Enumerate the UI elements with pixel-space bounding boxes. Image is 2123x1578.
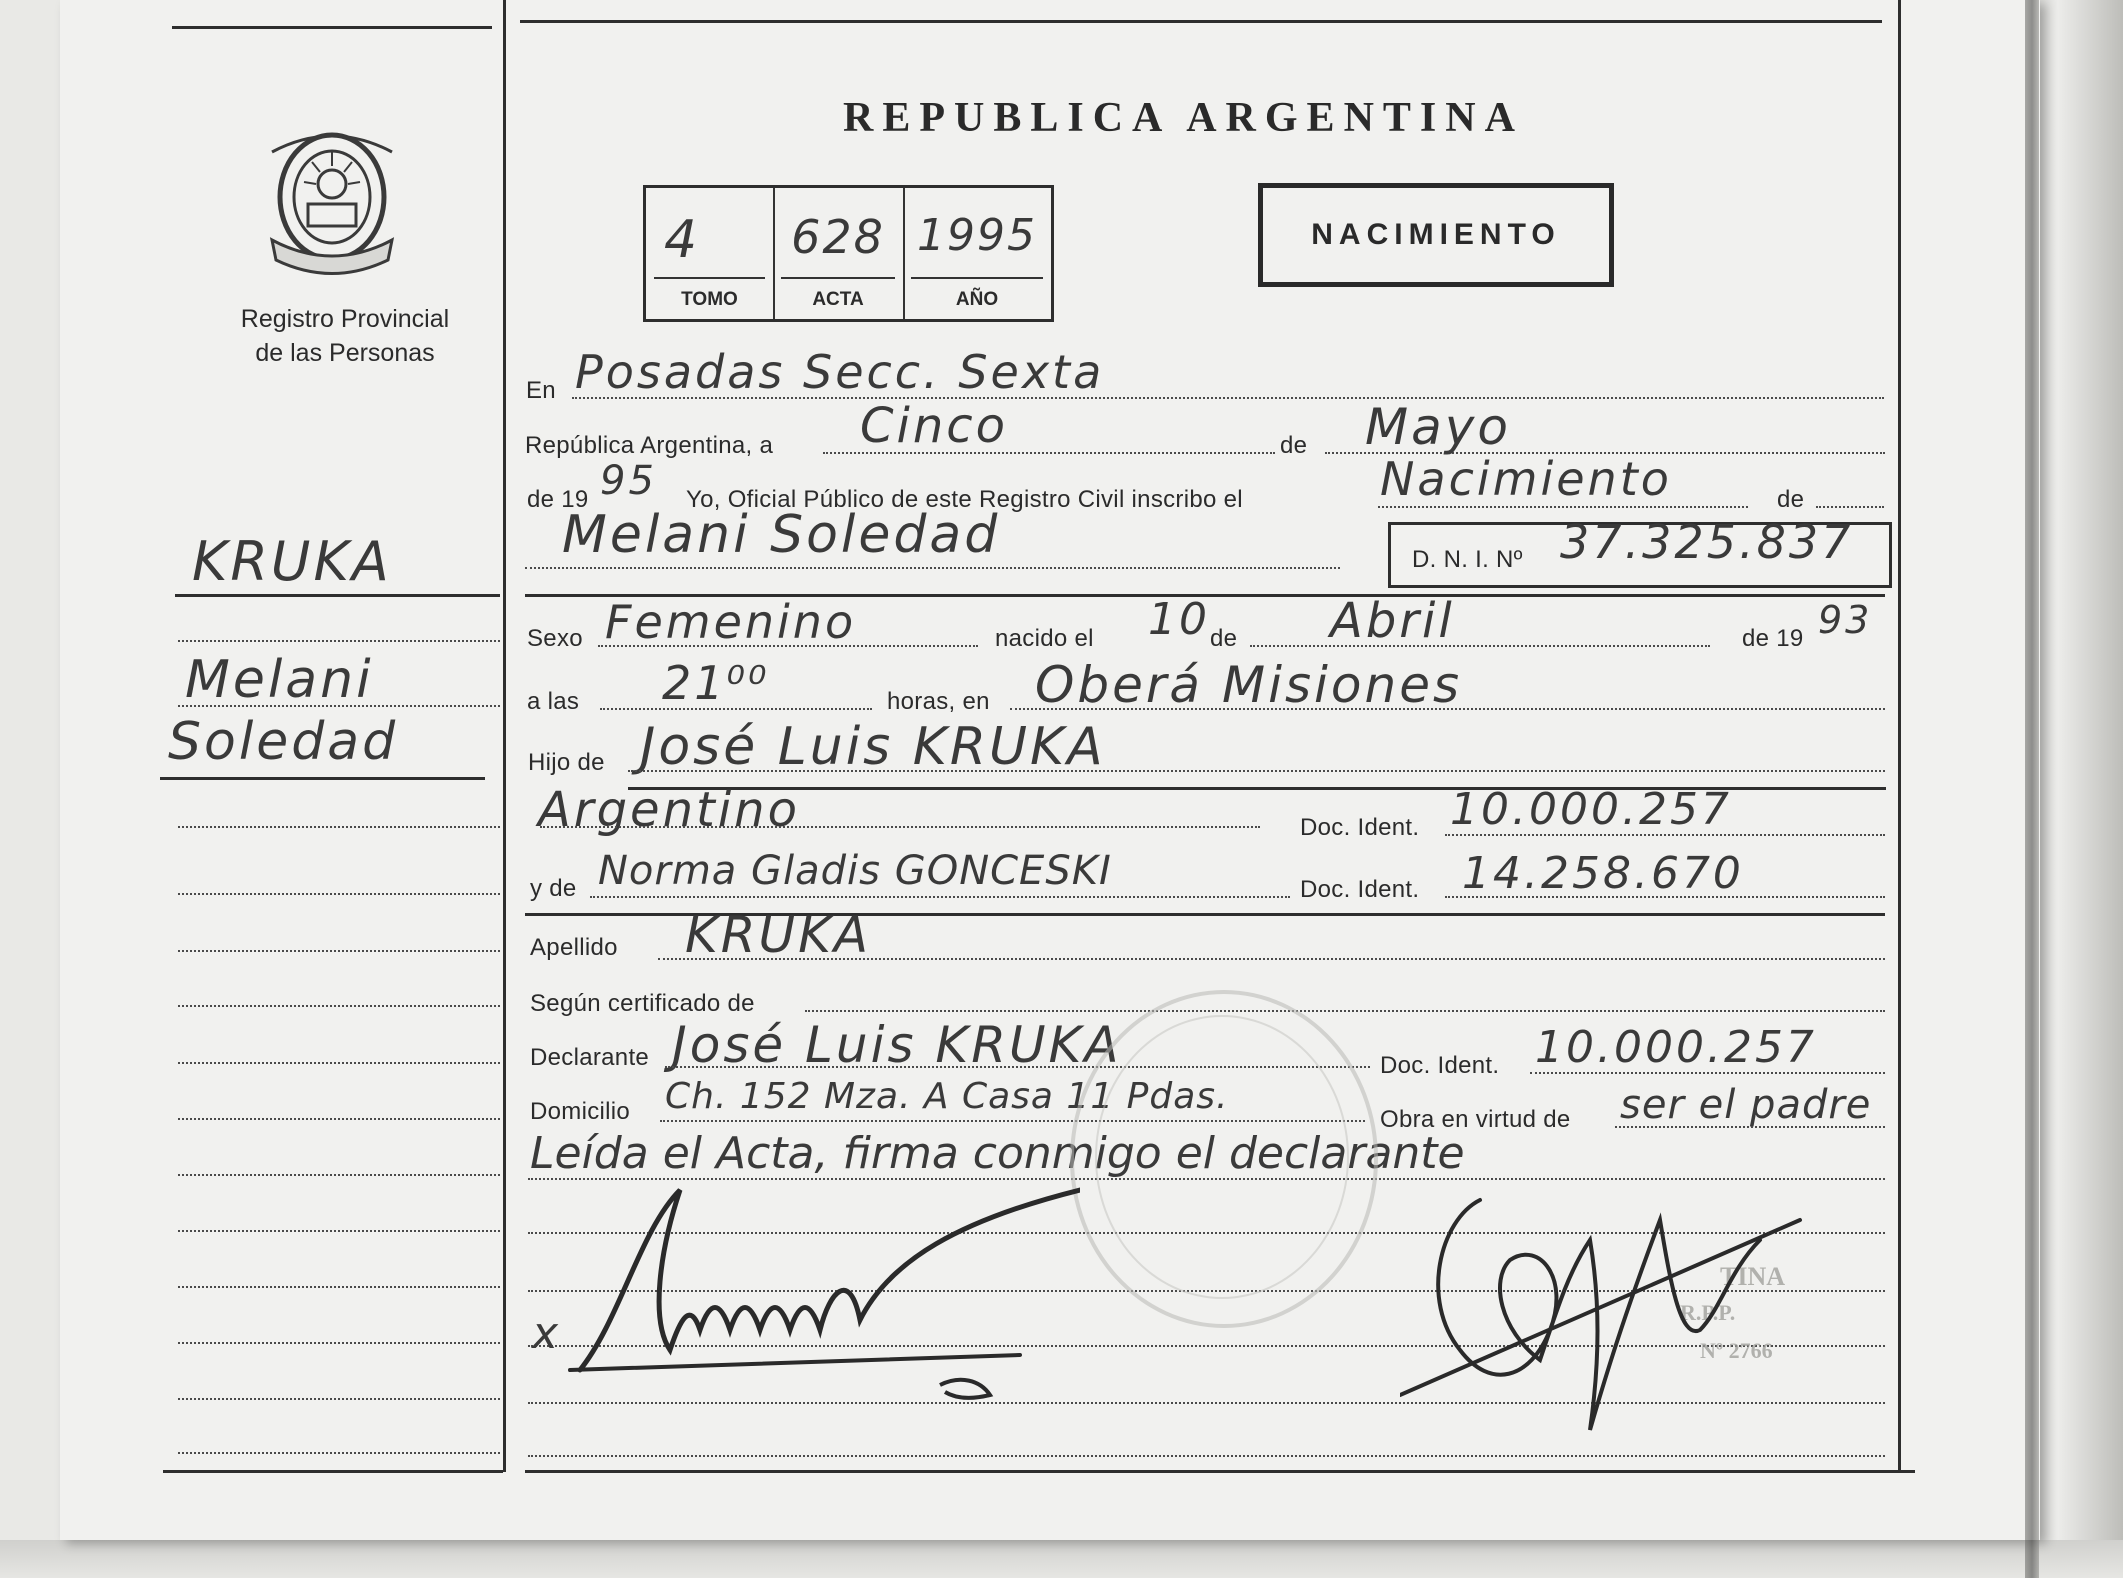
- de19-label-2: de 19: [1742, 625, 1804, 652]
- acta-label: ACTA: [812, 289, 864, 310]
- oficial-text: Yo, Oficial Público de este Registro Civil inscribo el: [686, 486, 1243, 513]
- left-column-divider: [503, 0, 506, 1472]
- margin-nombre2: Soledad: [168, 712, 399, 772]
- de-label-2: de: [1777, 486, 1805, 513]
- padre-nacionalidad: Argentino: [538, 782, 800, 838]
- domicilio-label: Domicilio: [530, 1098, 631, 1125]
- declarante-label: Declarante: [530, 1044, 650, 1071]
- en-label: En: [526, 377, 556, 404]
- margin-nombre1: Melani: [185, 650, 374, 710]
- page-bottom-edge: [0, 1540, 2123, 1578]
- padre-doc-value: 10.000.257: [1450, 784, 1732, 835]
- record-type-label: NACIMIENTO: [1311, 218, 1561, 251]
- madre-doc-label: Doc. Ident.: [1300, 876, 1420, 903]
- nombre-value: Melani Soledad: [562, 505, 1001, 565]
- de-label: de: [1280, 432, 1308, 459]
- nacido-anio: 93: [1818, 598, 1873, 642]
- padre-value: José Luis KRUKA: [640, 717, 1106, 777]
- binding-shadow: [2025, 0, 2039, 1578]
- registry-name: Registro Provincial de las Personas: [240, 305, 450, 367]
- republica-label: República Argentina, a: [525, 432, 774, 459]
- acta-value: 628: [791, 210, 885, 264]
- anio-inscripcion: 95: [600, 458, 657, 504]
- obra-value: ser el padre: [1620, 1082, 1872, 1128]
- provincial-seal-icon: [262, 122, 402, 282]
- padre-doc-label: Doc. Ident.: [1300, 814, 1420, 841]
- sexo-label: Sexo: [527, 625, 583, 652]
- segun-label: Según certificado de: [530, 990, 755, 1017]
- madre-doc-value: 14.258.670: [1462, 848, 1744, 899]
- stamp-line2: R.P.P.: [1680, 1300, 1736, 1325]
- en-value: Posadas Secc. Sexta: [575, 345, 1105, 399]
- declarante-value: José Luis KRUKA: [672, 1016, 1122, 1074]
- apellido-value: KRUKA: [685, 906, 872, 964]
- horas-en-label: horas, en: [887, 688, 990, 715]
- de19-label: de 19: [527, 486, 589, 513]
- obra-label: Obra en virtud de: [1380, 1106, 1571, 1133]
- nota-value: Leída el Acta, firma conmigo el declarante: [530, 1128, 1465, 1179]
- inscribo-value: Nacimiento: [1380, 452, 1672, 506]
- declarante-doc-value: 10.000.257: [1535, 1022, 1817, 1073]
- nacido-label: nacido el: [995, 625, 1094, 652]
- margin-apellido: KRUKA: [192, 530, 392, 593]
- right-border: [1898, 0, 1901, 1472]
- yde-label: y de: [530, 875, 577, 902]
- tomo-value: 4: [664, 210, 700, 270]
- lugar-value: Oberá Misiones: [1035, 656, 1463, 714]
- declarante-doc-label: Doc. Ident.: [1380, 1052, 1500, 1079]
- alas-label: a las: [527, 688, 580, 715]
- apellido-label: Apellido: [530, 934, 618, 961]
- sexo-value: Femenino: [605, 595, 857, 649]
- reference-box: [643, 185, 1054, 322]
- dni-value: 37.325.837: [1560, 515, 1854, 569]
- anio-label: AÑO: [955, 289, 999, 310]
- hijo-label: Hijo de: [528, 749, 605, 776]
- hora-value: 21⁰⁰: [662, 656, 770, 710]
- de-label-3: de: [1210, 625, 1238, 652]
- declarant-signature: [560, 1170, 1080, 1410]
- page-edge: [2030, 0, 2123, 1578]
- official-signature: [1400, 1180, 1820, 1450]
- record-type-box: [1258, 183, 1614, 287]
- domicilio-value: Ch. 152 Mza. A Casa 11 Pdas.: [665, 1076, 1229, 1117]
- nacido-mes: Abril: [1330, 593, 1455, 649]
- stamp-line3: Nº 2766: [1700, 1338, 1773, 1363]
- nacido-dia: 10: [1148, 594, 1210, 645]
- dni-label: D. N. I. Nº: [1412, 546, 1523, 573]
- madre-value: Norma Gladis GONCESKI: [598, 848, 1112, 894]
- mes-value: Mayo: [1365, 398, 1511, 456]
- anio-value: 1995: [917, 210, 1037, 261]
- document-title: REPUBLICA ARGENTINA: [843, 95, 1524, 141]
- signature-mark: x: [532, 1308, 562, 1359]
- stamp-line1: TINA: [1720, 1262, 1786, 1291]
- tomo-label: TOMO: [681, 289, 738, 310]
- faint-seal-inner: [1095, 1015, 1349, 1299]
- dia-value: Cinco: [860, 398, 1009, 454]
